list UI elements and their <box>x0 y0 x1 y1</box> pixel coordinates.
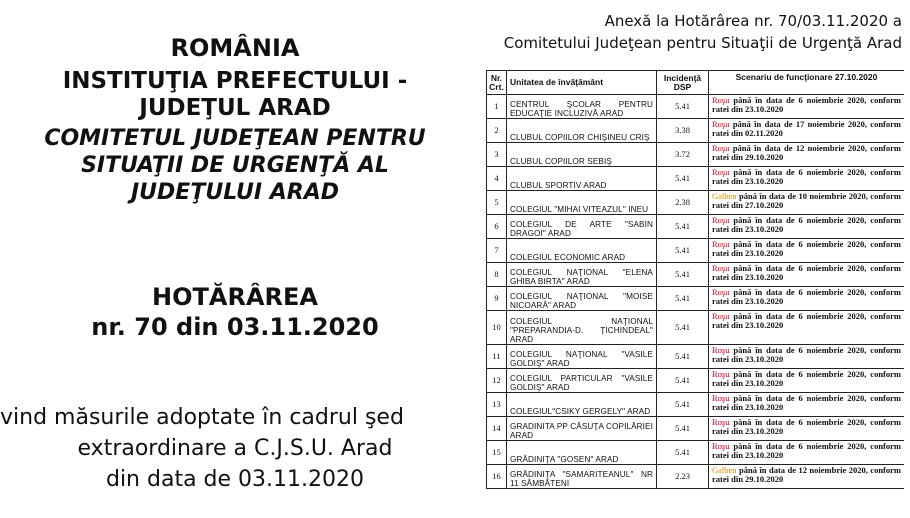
incidence-value: 5.41 <box>657 417 709 441</box>
incidence-value: 5.41 <box>657 393 709 417</box>
row-number: 1 <box>487 95 507 119</box>
school-name: CLUBUL COPIILOR SEBIŞ <box>507 143 657 167</box>
scenario-details: până în data de 6 noiembrie 2020, conform ratei din 23.10.2020 <box>712 287 901 307</box>
schools-table <box>486 70 904 489</box>
annex-line-2: Comitetului Judeţean pentru Situaţii de Urgenţă Arad <box>503 34 902 52</box>
institution-line-1: INSTITUŢIA PREFECTULUI - <box>62 68 408 94</box>
school-name: COLEGIUL NAŢIONAL "VASILE GOLDIŞ" ARAD <box>507 345 657 369</box>
incidence-value: 5.41 <box>657 239 709 263</box>
incidence-value: 5.41 <box>657 167 709 191</box>
scenario-cell <box>709 215 905 239</box>
scenario-details: până în data de 6 noiembrie 2020, conform ratei din 23.10.2020 <box>712 167 901 187</box>
table-row <box>487 215 905 239</box>
incidence-value: 5.41 <box>657 441 709 465</box>
table-row <box>487 263 905 287</box>
row-number: 13 <box>487 393 507 417</box>
scenario-cell <box>709 239 905 263</box>
scenario-cell <box>709 143 905 167</box>
scenario-details: până în data de 6 noiembrie 2020, conform ratei din 23.10.2020 <box>712 215 901 235</box>
header-scenario: Scenariu de funcţionare 27.10.2020 <box>709 71 905 95</box>
scenario-details: până în data de 6 noiembrie 2020, conform ratei din 23.10.2020 <box>712 239 901 259</box>
scenario-cell <box>709 369 905 393</box>
scenario-status: Roşu <box>712 417 730 427</box>
table-header-row <box>487 71 905 95</box>
header-nr: Nr. Crt. <box>487 71 507 95</box>
header-unit: Unitatea de învăţământ <box>507 71 657 95</box>
row-number: 6 <box>487 215 507 239</box>
incidence-value: 5.41 <box>657 215 709 239</box>
scenario-cell <box>709 167 905 191</box>
scenario-status: Roşu <box>712 167 730 177</box>
committee-line-2: SITUAŢII DE URGENŢĂ AL <box>81 153 389 178</box>
table-row <box>487 167 905 191</box>
schools-table-container <box>486 70 904 518</box>
scenario-cell <box>709 95 905 119</box>
scenario-status: Roşu <box>712 143 730 153</box>
body-line-2: extraordinare a C.J.S.U. Arad <box>77 436 393 461</box>
scenario-status: Roşu <box>712 287 730 297</box>
body-line-1: vind măsurile adoptate în cadrul şed <box>0 405 404 430</box>
school-name: CLUBUL SPORTIV ARAD <box>507 167 657 191</box>
table-row <box>487 143 905 167</box>
scenario-details: până în data de 6 noiembrie 2020, conform ratei din 23.10.2020 <box>712 441 901 461</box>
row-number: 11 <box>487 345 507 369</box>
school-name: COLEGIUL NAŢIONAL "ELENA GHIBA BIRTA" ARAD <box>507 263 657 287</box>
scenario-cell <box>709 393 905 417</box>
incidence-value: 5.41 <box>657 345 709 369</box>
school-name: COLEGIUL DE ARTE "SABIN DRAGOI" ARAD <box>507 215 657 239</box>
scenario-details: până în data de 6 noiembrie 2020, conform ratei din 23.10.2020 <box>712 417 901 437</box>
scenario-cell <box>709 263 905 287</box>
body-line-3: din data de 03.11.2020 <box>105 467 365 492</box>
scenario-status: Roşu <box>712 369 730 379</box>
row-number: 2 <box>487 119 507 143</box>
table-row <box>487 369 905 393</box>
scenario-status: Roşu <box>712 441 730 451</box>
row-number: 4 <box>487 167 507 191</box>
scenario-cell <box>709 287 905 311</box>
school-name: CENTRUL ŞCOLAR PENTRU EDUCAŢIE INCLUZIVĂ ARAD <box>507 95 657 119</box>
school-name: GRĂDINIŢA "SAMARITEANUL" NR 11 SÂMBĂTENI <box>507 465 657 489</box>
scenario-details: până în data de 12 noiembrie 2020, conform ratei din 29.10.2020 <box>712 143 901 163</box>
committee-line-1: COMITETUL JUDEŢEAN PENTRU <box>44 126 426 151</box>
scenario-cell <box>709 119 905 143</box>
incidence-value: 3.72 <box>657 143 709 167</box>
table-row <box>487 119 905 143</box>
incidence-value: 2.38 <box>657 191 709 215</box>
table-row <box>487 345 905 369</box>
header-incidence: Incidenţă DSP <box>657 71 709 95</box>
scenario-status: Roşu <box>712 393 730 403</box>
decision-title: HOTĂRÂREA <box>152 283 318 311</box>
school-name: COLEGIUL "MIHAI VITEAZUL" INEU <box>507 191 657 215</box>
table-row <box>487 95 905 119</box>
table-row <box>487 311 905 345</box>
scenario-details: până în data de 6 noiembrie 2020, conform ratei din 23.10.2020 <box>712 311 901 331</box>
school-name: COLEGIUL NAŢIONAL "PREPARANDIA-D. ŢICHINDEAL" ARAD <box>507 311 657 345</box>
scenario-status: Roşu <box>712 95 730 105</box>
row-number: 5 <box>487 191 507 215</box>
institution-line-2: JUDEŢUL ARAD <box>139 95 331 121</box>
scenario-details: până în data de 6 noiembrie 2020, conform ratei din 23.10.2020 <box>712 369 901 389</box>
row-number: 10 <box>487 311 507 345</box>
row-number: 3 <box>487 143 507 167</box>
decision-number: nr. 70 din 03.11.2020 <box>91 313 379 341</box>
incidence-value: 5.41 <box>657 287 709 311</box>
table-row <box>487 417 905 441</box>
scenario-cell <box>709 191 905 215</box>
school-name: COLEGIUL"CSIKY GERGELY" ARAD <box>507 393 657 417</box>
scenario-status: Roşu <box>712 239 730 249</box>
annex-line-1: Anexă la Hotărârea nr. 70/03.11.2020 a <box>604 12 902 30</box>
table-row <box>487 393 905 417</box>
school-name: COLEGIUL NAŢIONAL "MOISE NICOARĂ" ARAD <box>507 287 657 311</box>
committee-line-3: JUDEŢULUI ARAD <box>131 180 339 205</box>
scenario-status: Galben <box>712 191 737 201</box>
scenario-details: până în data de 17 noiembrie 2020, conform ratei din 02.11.2020 <box>712 119 901 139</box>
incidence-value: 5.41 <box>657 95 709 119</box>
row-number: 16 <box>487 465 507 489</box>
row-number: 9 <box>487 287 507 311</box>
scenario-details: până în data de 6 noiembrie 2020, conform ratei din 23.10.2020 <box>712 263 901 283</box>
incidence-value: 5.41 <box>657 311 709 345</box>
country-title: ROMÂNIA <box>170 34 300 62</box>
table-row <box>487 239 905 263</box>
row-number: 8 <box>487 263 507 287</box>
table-row <box>487 465 905 489</box>
scenario-details: până în data de 6 noiembrie 2020, conform ratei din 23.10.2020 <box>712 393 901 413</box>
table-row <box>487 287 905 311</box>
school-name: GRADINITA PP CĂSUŢA COPILĂRIEI ARAD <box>507 417 657 441</box>
school-name: COLEGIUL PARTICULAR "VASILE GOLDIŞ" ARAD <box>507 369 657 393</box>
scenario-status: Galben <box>712 465 737 475</box>
scenario-cell <box>709 465 905 489</box>
scenario-status: Roşu <box>712 345 730 355</box>
incidence-value: 5.41 <box>657 369 709 393</box>
table-body <box>487 95 905 489</box>
scenario-status: Roşu <box>712 215 730 225</box>
school-name: COLEGIUL ECONOMIC ARAD <box>507 239 657 263</box>
scenario-cell <box>709 441 905 465</box>
scenario-cell <box>709 311 905 345</box>
scenario-details: până în data de 12 noiembrie 2020, conform ratei din 29.10.2020 <box>712 465 901 485</box>
scenario-cell <box>709 417 905 441</box>
scenario-details: până în data de 10 noiembrie 2020, conform ratei din 27.10.2020 <box>712 191 901 211</box>
row-number: 12 <box>487 369 507 393</box>
school-name: CLUBUL COPIILOR CHIŞINEU CRIŞ <box>507 119 657 143</box>
row-number: 7 <box>487 239 507 263</box>
table-row <box>487 441 905 465</box>
scenario-cell <box>709 345 905 369</box>
scenario-status: Roşu <box>712 263 730 273</box>
scenario-details: până în data de 6 noiembrie 2020, conform ratei din 23.10.2020 <box>712 95 901 115</box>
row-number: 14 <box>487 417 507 441</box>
incidence-value: 3.38 <box>657 119 709 143</box>
table-row <box>487 191 905 215</box>
incidence-value: 5.41 <box>657 263 709 287</box>
incidence-value: 2.23 <box>657 465 709 489</box>
row-number: 15 <box>487 441 507 465</box>
scenario-status: Roşu <box>712 119 730 129</box>
school-name: GRĂDINIŢA "GOSEN" ARAD <box>507 441 657 465</box>
scenario-details: până în data de 6 noiembrie 2020, conform ratei din 23.10.2020 <box>712 345 901 365</box>
scenario-status: Roşu <box>712 311 730 321</box>
